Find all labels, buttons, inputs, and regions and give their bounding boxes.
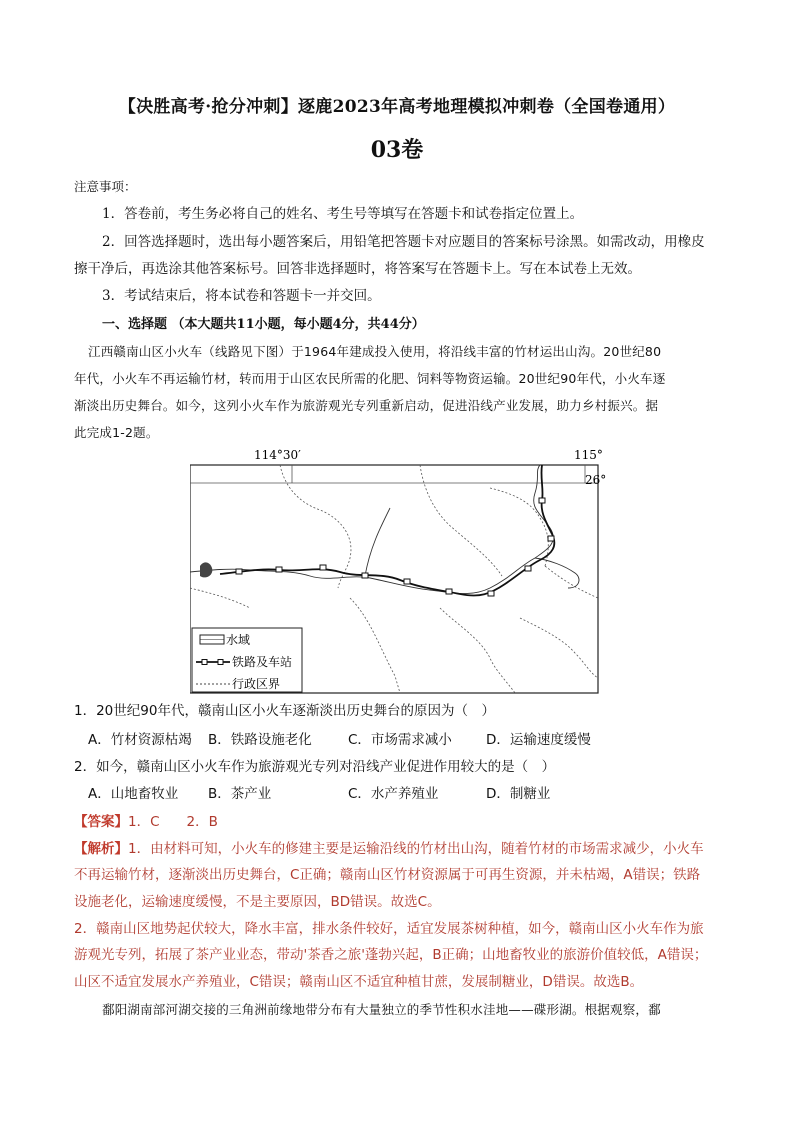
analysis-line-1 bbox=[74, 838, 704, 860]
question-1-option-c: C．市场需求减小 bbox=[348, 732, 452, 748]
passage1-line-2: 年代，小火车不再运输竹材，转而用于山区农民所需的化肥、饲料等物资运输。20世纪90年代，小火车逐 bbox=[74, 371, 666, 386]
analysis-label: 【解析】 bbox=[74, 841, 128, 857]
station bbox=[548, 536, 554, 541]
exam-title: 【决胜高考·抢分冲刺】逐鹿2023年高考地理模拟冲刺卷（全国卷通用） bbox=[118, 97, 676, 117]
notice-item-2: 2．回答选择题时，选出每小题答案后，用铅笔把答题卡对应题目的答案标号涂黑。如需改动，用橡皮 bbox=[102, 234, 705, 250]
question-2-option-d: D．制糖业 bbox=[486, 786, 551, 802]
analysis-line-5: 游观光专列，拓展了茶产业业态，带动'茶香之旅'蓬勃兴起，B正确；山地畜牧业的旅游价值较低，A错误； bbox=[74, 947, 708, 963]
legend-railway-label: 铁路及车站 bbox=[232, 655, 293, 669]
answer-block bbox=[74, 811, 218, 833]
legend-water-label: 水域 bbox=[226, 633, 251, 647]
question-2-stem: 2．如今，赣南山区小火车作为旅游观光专列对沿线产业促进作用较大的是（ ） bbox=[74, 759, 556, 775]
answer-label: 【答案】 bbox=[74, 814, 128, 830]
longitude-label-left: 114°30′ bbox=[254, 448, 301, 462]
station bbox=[404, 579, 410, 584]
map-legend bbox=[192, 628, 302, 692]
passage1-line-1: 江西赣南山区小火车（线路见下图）于1964年建成投入使用，将沿线丰富的竹材运出山沟。20世纪80 bbox=[88, 344, 662, 359]
question-1-option-d: D．运输速度缓慢 bbox=[486, 732, 591, 748]
question-1-option-a: A．竹材资源枯竭 bbox=[88, 732, 192, 748]
answer-text: 1．C 2．B bbox=[128, 814, 218, 830]
notice-item-2-cont: 擦干净后，再选涂其他答案标号。回答非选择题时，将答案写在答题卡上。写在本试卷上无效。 bbox=[74, 261, 641, 277]
station bbox=[488, 591, 494, 596]
notice-item-1: 1．答卷前，考生务必将自己的姓名、考生号等填写在答题卡和试卷指定位置上。 bbox=[102, 206, 584, 222]
notice-heading: 注意事项： bbox=[74, 179, 137, 194]
analysis-line-4: 2．赣南山区地势起伏较大，降水丰富，排水条件较好，适宜发展茶树种植，如今，赣南山区小火车作为旅 bbox=[74, 921, 704, 937]
station bbox=[539, 498, 545, 503]
section-heading: 一、选择题 （本大题共11小题，每小题4分，共44分） bbox=[102, 317, 425, 332]
question-2-option-b: B．茶产业 bbox=[208, 786, 272, 802]
passage1-line-3: 渐淡出历史舞台。如今，这列小火车作为旅游观光专列重新启动，促进沿线产业发展，助力乡村振兴。据 bbox=[74, 398, 659, 413]
question-1-stem: 1．20世纪90年代，赣南山区小火车逐渐淡出历史舞台的原因为（ ） bbox=[74, 703, 495, 719]
latitude-label: 26° bbox=[585, 473, 607, 487]
station bbox=[362, 573, 368, 578]
railway-map bbox=[190, 448, 610, 698]
question-2-option-c: C．水产养殖业 bbox=[348, 786, 439, 802]
analysis-line-6: 山区不适宜发展水产养殖业，C错误；赣南山区不适宜种植甘蔗，发展制糖业，D错误。故选B。 bbox=[74, 974, 644, 990]
station bbox=[236, 569, 242, 574]
question-2-option-a: A．山地畜牧业 bbox=[88, 786, 179, 802]
exam-subtitle: 03卷 bbox=[370, 137, 424, 163]
station bbox=[525, 566, 531, 571]
station bbox=[276, 567, 282, 572]
station bbox=[320, 565, 326, 570]
passage2-line-1: 鄱阳湖南部河湖交接的三角洲前缘地带分布有大量独立的季节性积水洼地——碟形湖。根据观察，鄱 bbox=[102, 1002, 661, 1017]
passage1-line-4: 此完成1-2题。 bbox=[74, 425, 159, 440]
analysis-line-3: 设施老化，运输速度缓慢，不是主要原因，BD错误。故选C。 bbox=[74, 894, 441, 910]
notice-item-3: 3．考试结束后，将本试卷和答题卡一并交回。 bbox=[102, 288, 381, 304]
longitude-label-right: 115° bbox=[574, 448, 603, 462]
legend-boundary-label: 行政区界 bbox=[232, 677, 281, 691]
analysis-line-2: 不再运输竹材，逐渐淡出历史舞台，C正确；赣南山区竹材资源属于可再生资源，并未枯竭，A错误；铁路 bbox=[74, 867, 701, 883]
station bbox=[446, 589, 452, 594]
analysis-text-1: 1．由材料可知，小火车的修建主要是运输沿线的竹材出山沟，随着竹材的市场需求减少，小火车 bbox=[128, 841, 704, 857]
question-1-option-b: B．铁路设施老化 bbox=[208, 732, 312, 748]
